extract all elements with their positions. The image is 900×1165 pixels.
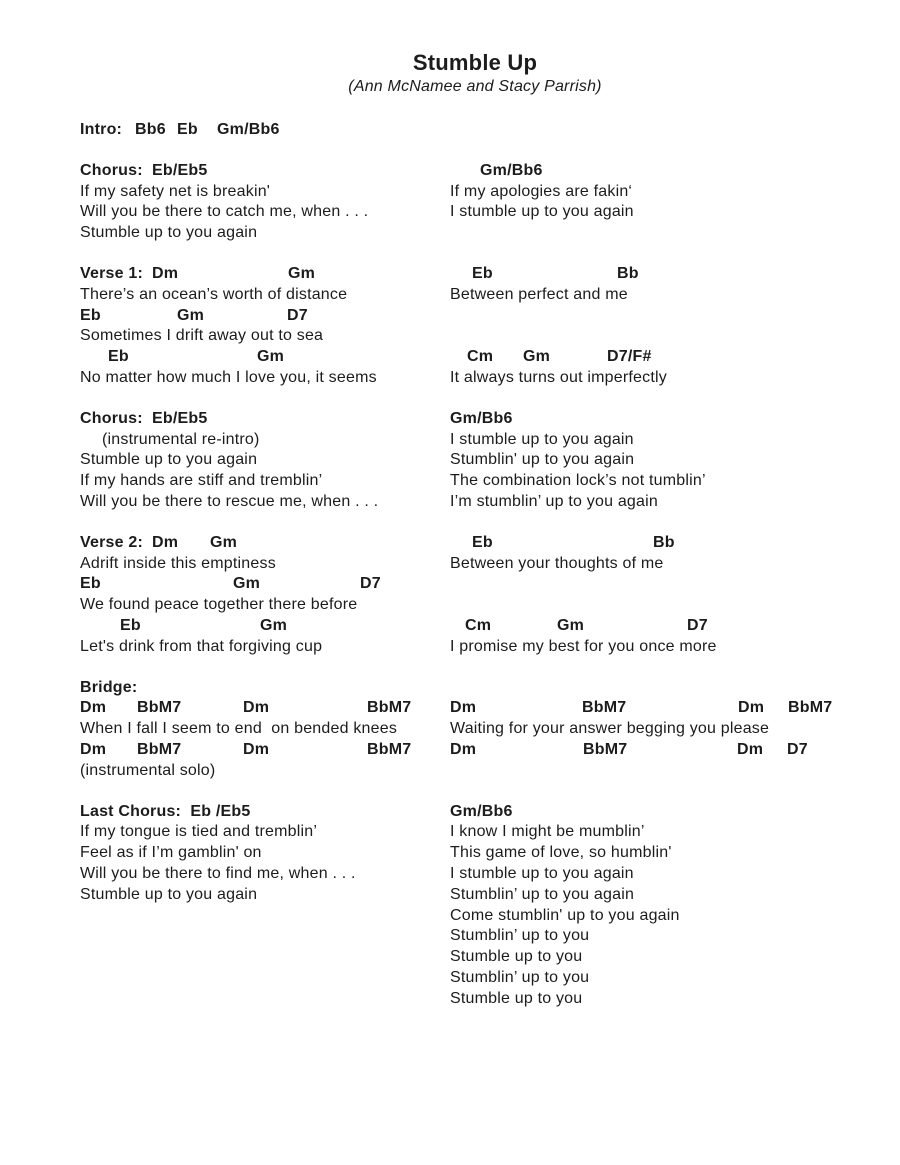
- chord-line: [80, 306, 450, 327]
- chord-token: D7: [287, 306, 308, 324]
- song-row: [80, 595, 870, 616]
- song-row: [80, 926, 870, 947]
- section-intro: [80, 120, 870, 141]
- lyric-text: Stumble up to you again: [80, 451, 258, 469]
- lyric-text: Stumble up to you again: [80, 224, 258, 242]
- chord-line: [450, 264, 870, 285]
- song-authors: (Ann McNamee and Stacy Parrish): [348, 78, 602, 95]
- chord-line: [80, 264, 450, 285]
- chord-token: Gm: [210, 533, 238, 551]
- lyric-text: Adrift inside this emptiness: [80, 554, 276, 572]
- lyric-text: Stumblin’ up to you: [450, 927, 590, 945]
- section-chorus-2: [80, 409, 870, 513]
- lyric-line: [450, 368, 870, 389]
- song-row: [80, 533, 870, 554]
- chord-line: [80, 802, 450, 823]
- chord-line: [450, 347, 870, 368]
- chord-line: [80, 533, 450, 554]
- lyric-line: [450, 885, 870, 906]
- song-body: [80, 120, 870, 1009]
- section-bridge: [80, 678, 870, 782]
- song-row: [80, 285, 870, 306]
- lyric-text: Will you be there to rescue me, when . . .: [80, 492, 379, 510]
- empty-cell: [450, 595, 870, 616]
- lyric-line: [80, 430, 450, 451]
- lyric-line: [450, 926, 870, 947]
- empty-cell: [80, 906, 450, 927]
- chord-token: Intro:: [80, 121, 123, 138]
- chord-token: BbM7: [788, 699, 833, 717]
- section-last-chorus: [80, 802, 870, 1010]
- chord-token: Dm: [152, 264, 179, 282]
- chord-token: Gm: [288, 264, 316, 282]
- chord-token: Chorus: Eb/Eb5: [80, 161, 208, 179]
- song-row: [80, 120, 870, 141]
- chord-line: [80, 616, 450, 637]
- lyric-line: [80, 450, 450, 471]
- song-row: [80, 616, 870, 637]
- song-row: [80, 409, 870, 430]
- chord-line: [80, 698, 450, 719]
- chord-token: Gm: [557, 616, 585, 634]
- song-row: [80, 843, 870, 864]
- chord-token: Cm: [467, 348, 494, 366]
- chord-token: D7/F#: [607, 348, 652, 366]
- song-row: [80, 326, 870, 347]
- chord-token: Dm: [450, 740, 477, 758]
- lyric-line: [80, 595, 450, 616]
- chord-line: [80, 574, 450, 595]
- chord-token: Gm: [233, 575, 261, 593]
- song-row: [80, 822, 870, 843]
- lyric-text: I’m stumblin’ up to you again: [450, 492, 658, 510]
- chord-token: BbM7: [137, 699, 182, 717]
- chord-token: Eb: [177, 121, 198, 138]
- chord-token: Dm: [243, 699, 270, 717]
- lyric-text: Come stumblin' up to you again: [450, 906, 680, 924]
- chord-token: Bb: [617, 264, 639, 282]
- song-row: [80, 719, 870, 740]
- chord-token: Eb: [80, 575, 101, 593]
- song-row: [80, 264, 870, 285]
- lyric-text: I know I might be mumblin’: [450, 823, 645, 841]
- chord-token: BbM7: [583, 740, 628, 758]
- chord-token: Verse 2:: [80, 533, 143, 551]
- chord-token: Gm: [260, 616, 288, 634]
- empty-cell: [80, 947, 450, 968]
- lyric-line: [80, 761, 450, 782]
- empty-cell: [450, 678, 870, 699]
- lyric-text: If my apologies are fakin‘: [450, 182, 633, 200]
- lyric-line: [450, 492, 870, 513]
- chord-line: [450, 409, 870, 430]
- chord-token: D7: [787, 740, 808, 758]
- song-row: [80, 182, 870, 203]
- lyric-text: Let's drink from that forgiving cup: [80, 637, 323, 655]
- lyric-text: Will you be there to find me, when . . .: [80, 864, 356, 882]
- chord-token: Cm: [465, 616, 492, 634]
- song-row: [80, 864, 870, 885]
- lyric-line: [450, 864, 870, 885]
- empty-cell: [450, 120, 870, 141]
- lyric-text: (instrumental re-intro): [102, 430, 260, 448]
- chord-token: Gm: [523, 348, 551, 366]
- lyric-line: [450, 471, 870, 492]
- song-row: [80, 574, 870, 595]
- lyric-text: Between your thoughts of me: [450, 554, 664, 572]
- lyric-text: Stumble up to you: [450, 948, 583, 966]
- chord-line: [80, 347, 450, 368]
- chord-token: Dm: [737, 740, 764, 758]
- chord-line: [450, 740, 870, 761]
- lyric-line: [80, 223, 450, 244]
- lyric-line: [80, 554, 450, 575]
- chord-line: [80, 120, 450, 141]
- lyric-line: [80, 202, 450, 223]
- song-row: [80, 947, 870, 968]
- lyric-text: I stumble up to you again: [450, 203, 634, 221]
- lyric-line: [450, 947, 870, 968]
- empty-cell: [450, 306, 870, 327]
- lyric-text: Between perfect and me: [450, 285, 628, 303]
- song-row: [80, 471, 870, 492]
- chord-token: BbM7: [137, 740, 182, 758]
- song-row: [80, 637, 870, 658]
- lyric-text: The combination lock’s not tumblin’: [450, 472, 706, 490]
- lyric-line: [450, 719, 870, 740]
- chord-line: [450, 533, 870, 554]
- chord-line: [80, 161, 450, 182]
- chord-line: [80, 678, 450, 699]
- lyric-line: [80, 637, 450, 658]
- lyric-line: [80, 885, 450, 906]
- song-row: [80, 554, 870, 575]
- lyric-line: [80, 864, 450, 885]
- lyric-line: [80, 471, 450, 492]
- lyric-text: I stumble up to you again: [450, 430, 634, 448]
- chord-token: Bb: [653, 533, 675, 551]
- chord-line: [450, 802, 870, 823]
- chord-token: Dm: [738, 699, 765, 717]
- chord-line: [450, 616, 870, 637]
- section-chorus-1: [80, 161, 870, 244]
- chord-token: BbM7: [367, 740, 412, 758]
- song-row: [80, 761, 870, 782]
- chord-token: Gm/Bb6: [450, 802, 513, 820]
- chord-token: Dm: [243, 740, 270, 758]
- chord-token: Chorus: Eb/Eb5: [80, 409, 208, 427]
- chord-token: D7: [687, 616, 708, 634]
- lyric-text: Stumble up to you again: [80, 885, 258, 903]
- chord-token: Dm: [80, 699, 107, 717]
- lyric-text: Stumblin' up to you again: [450, 451, 635, 469]
- empty-cell: [450, 574, 870, 595]
- empty-cell: [80, 926, 450, 947]
- lyric-line: [80, 492, 450, 513]
- lyric-text: We found peace together there before: [80, 596, 358, 614]
- lyric-line: [450, 554, 870, 575]
- chord-token: Eb: [472, 264, 493, 282]
- chord-line: [450, 161, 870, 182]
- section-verse-2: [80, 533, 870, 658]
- chord-token: Eb: [120, 616, 141, 634]
- lyric-line: [450, 843, 870, 864]
- chord-token: Gm: [257, 348, 285, 366]
- chord-token: Gm/Bb6: [450, 409, 513, 427]
- song-title: Stumble Up: [412, 50, 538, 75]
- song-row: [80, 989, 870, 1010]
- chord-token: Eb: [80, 306, 101, 324]
- song-row: [80, 450, 870, 471]
- lyric-text: It always turns out imperfectly: [450, 368, 667, 386]
- song-row: [80, 492, 870, 513]
- song-row: [80, 430, 870, 451]
- lyric-line: [450, 450, 870, 471]
- song-row: [80, 368, 870, 389]
- lyric-text: Feel as if I’m gamblin' on: [80, 844, 262, 862]
- lyric-line: [450, 968, 870, 989]
- lyric-text: Will you be there to catch me, when . . .: [80, 203, 369, 221]
- lyric-text: I stumble up to you again: [450, 864, 634, 882]
- empty-cell: [450, 223, 870, 244]
- song-row: [80, 885, 870, 906]
- lyric-line: [80, 822, 450, 843]
- chord-token: Gm/Bb6: [480, 161, 543, 179]
- song-row: [80, 347, 870, 368]
- lyric-line: [80, 182, 450, 203]
- lyric-line: [80, 285, 450, 306]
- chord-token: D7: [360, 575, 381, 593]
- lyric-line: [80, 326, 450, 347]
- lyric-text: If my tongue is tied and tremblin’: [80, 823, 318, 841]
- chord-token: Dm: [80, 740, 107, 758]
- lyric-text: If my hands are stiff and tremblin’: [80, 472, 323, 490]
- lyric-line: [450, 182, 870, 203]
- lyric-text: Stumblin’ up to you: [450, 968, 590, 986]
- chord-token: Dm: [450, 699, 477, 717]
- song-row: [80, 802, 870, 823]
- lyric-line: [450, 906, 870, 927]
- lyric-text: There’s an ocean’s worth of distance: [80, 285, 348, 303]
- chord-token: Bb6: [135, 121, 166, 138]
- chord-line: [80, 740, 450, 761]
- lyric-text: Waiting for your answer begging you please: [450, 720, 770, 738]
- song-row: [80, 202, 870, 223]
- lyric-text: Sometimes I drift away out to sea: [80, 327, 324, 345]
- chord-token: Eb: [108, 348, 129, 366]
- chord-token: Gm/Bb6: [217, 121, 280, 138]
- lyric-line: [80, 368, 450, 389]
- lyric-line: [80, 843, 450, 864]
- empty-cell: [450, 761, 870, 782]
- chord-token: BbM7: [367, 699, 412, 717]
- song-row: [80, 906, 870, 927]
- song-header: [80, 0, 870, 97]
- chord-token: Dm: [152, 533, 179, 551]
- chord-token: Verse 1:: [80, 264, 143, 282]
- lyric-line: [450, 202, 870, 223]
- lyric-text: (instrumental solo): [80, 761, 216, 779]
- song-row: [80, 698, 870, 719]
- empty-cell: [80, 968, 450, 989]
- lyric-text: If my safety net is breakin': [80, 182, 271, 200]
- empty-cell: [80, 989, 450, 1010]
- song-row: [80, 161, 870, 182]
- lyric-text: This game of love, so humblin': [450, 844, 672, 862]
- lyric-text: When I fall I seem to end on bended knees: [80, 720, 398, 738]
- song-row: [80, 223, 870, 244]
- song-row: [80, 678, 870, 699]
- song-row: [80, 740, 870, 761]
- lyric-line: [80, 719, 450, 740]
- chord-token: Last Chorus: Eb /Eb5: [80, 802, 251, 820]
- chord-token: Eb: [472, 533, 493, 551]
- chord-token: Bridge:: [80, 678, 138, 696]
- empty-cell: [450, 326, 870, 347]
- section-verse-1: [80, 264, 870, 389]
- chord-line: [80, 409, 450, 430]
- lyric-line: [450, 989, 870, 1010]
- lyric-text: Stumble up to you: [450, 989, 583, 1007]
- chord-line: [450, 698, 870, 719]
- lyric-line: [450, 637, 870, 658]
- song-row: [80, 306, 870, 327]
- lyric-text: Stumblin’ up to you again: [450, 885, 635, 903]
- song-row: [80, 968, 870, 989]
- lyric-line: [450, 430, 870, 451]
- lyric-text: No matter how much I love you, it seems: [80, 368, 377, 386]
- lyric-line: [450, 285, 870, 306]
- chord-token: BbM7: [582, 699, 627, 717]
- chord-token: Gm: [177, 306, 205, 324]
- lyric-line: [450, 822, 870, 843]
- lyric-text: I promise my best for you once more: [450, 637, 717, 655]
